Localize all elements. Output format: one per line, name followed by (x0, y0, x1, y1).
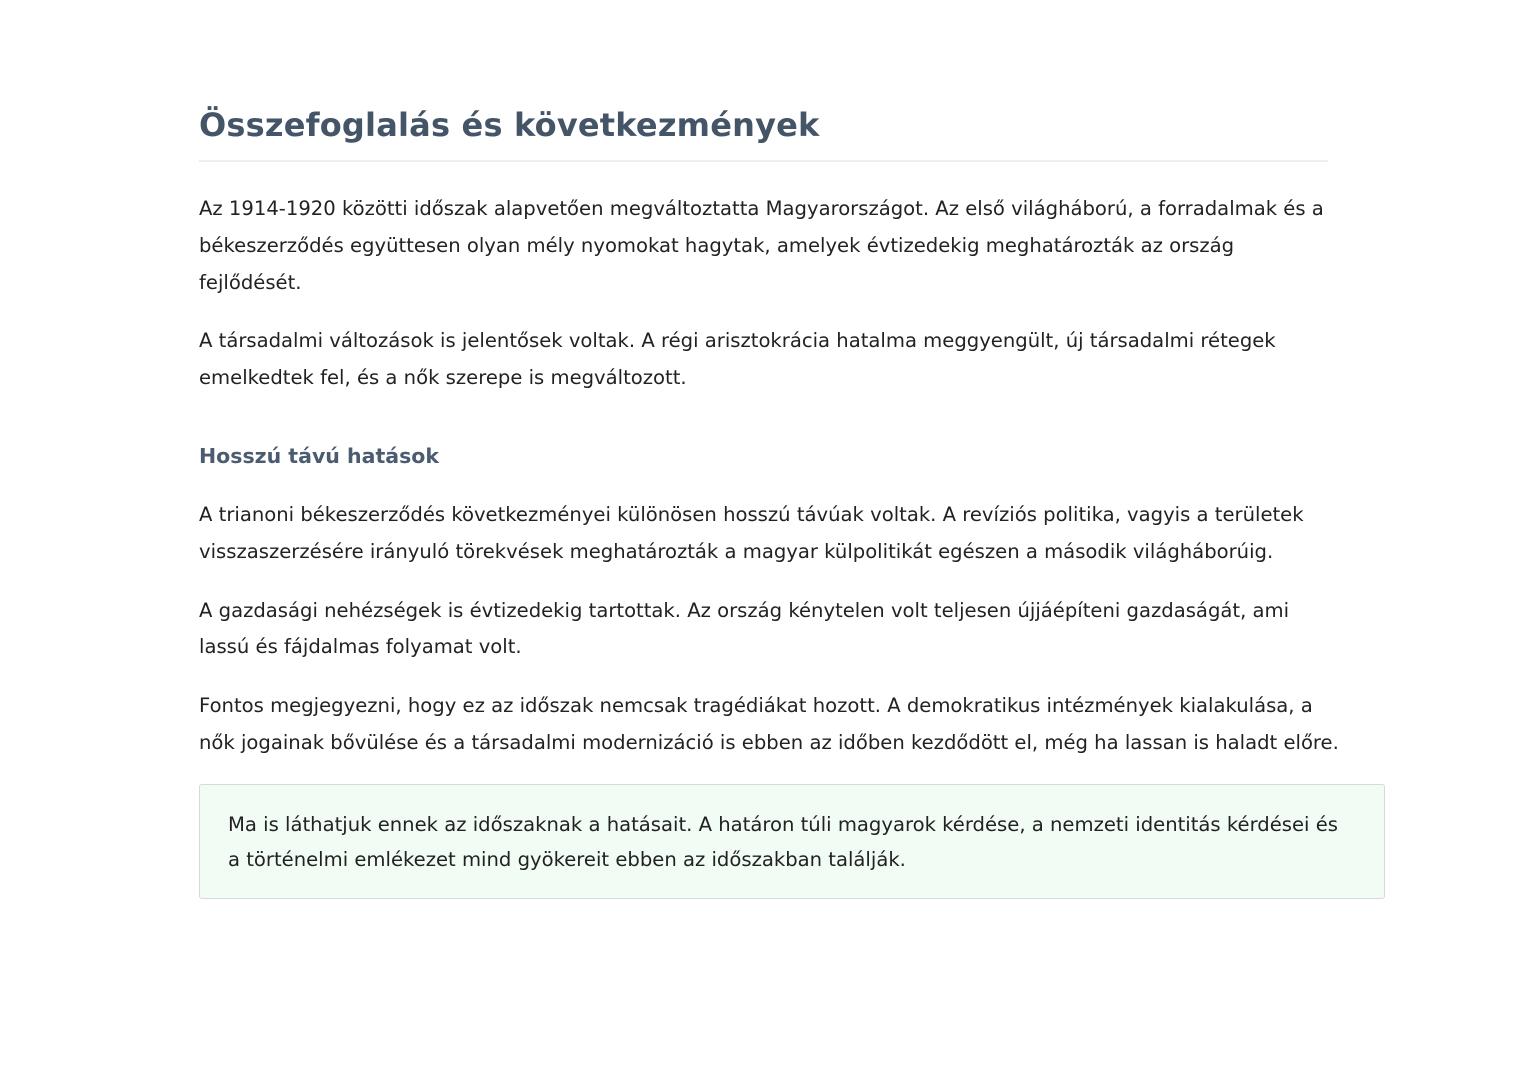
paragraph-trianon: A trianoni békeszerződés következményei különösen hosszú távúak voltak. A revíziós politika, vagyis a területek visszaszerzésére irányuló törekvések meghatározták a magyar külpolitikát egészen a második világháborúig. (199, 502, 1304, 563)
paragraph-intro: Az 1914-1920 közötti időszak alapvetően megváltoztatta Magyarországot. Az első világháború, a forradalmak és a békeszerződés együttesen olyan mély nyomokat hagytak, amelyek évtizedekig meghatározták az ország fejlődését. (199, 197, 1324, 294)
callout-text: Ma is láthatjuk ennek az időszaknak a hatásait. A határon túli magyarok kérdése, a nemzeti identitás kérdései és a történelmi emlékezet mind gyökereit ebben az időszakban találják. (228, 812, 1338, 871)
section-title: Összefoglalás és következmények (199, 100, 1328, 162)
paragraph-social-changes: A társadalmi változások is jelentősek voltak. A régi arisztokrácia hatalma meggyengült, új társadalmi rétegek emelkedtek fel, és a nők szerepe is megváltozott. (199, 329, 1276, 390)
article-section (199, 100, 1385, 899)
paragraph-modernization: Fontos megjegyezni, hogy ez az időszak nemcsak tragédiákat hozott. A demokratikus intézmények kialakulása, a nők jogainak bővülése és a társadalmi modernizáció is ebben az időben kezdődött el, még ha lassan is haladt előre. (199, 694, 1339, 754)
paragraph-economy: A gazdasági nehézségek is évtizedekig tartottak. Az ország kénytelen volt teljesen újjáépíteni gazdaságát, ami lassú és fájdalmas folyamat volt. (199, 598, 1290, 659)
callout-box (199, 784, 1385, 899)
subsection-title: Hosszú távú hatások (199, 443, 440, 468)
